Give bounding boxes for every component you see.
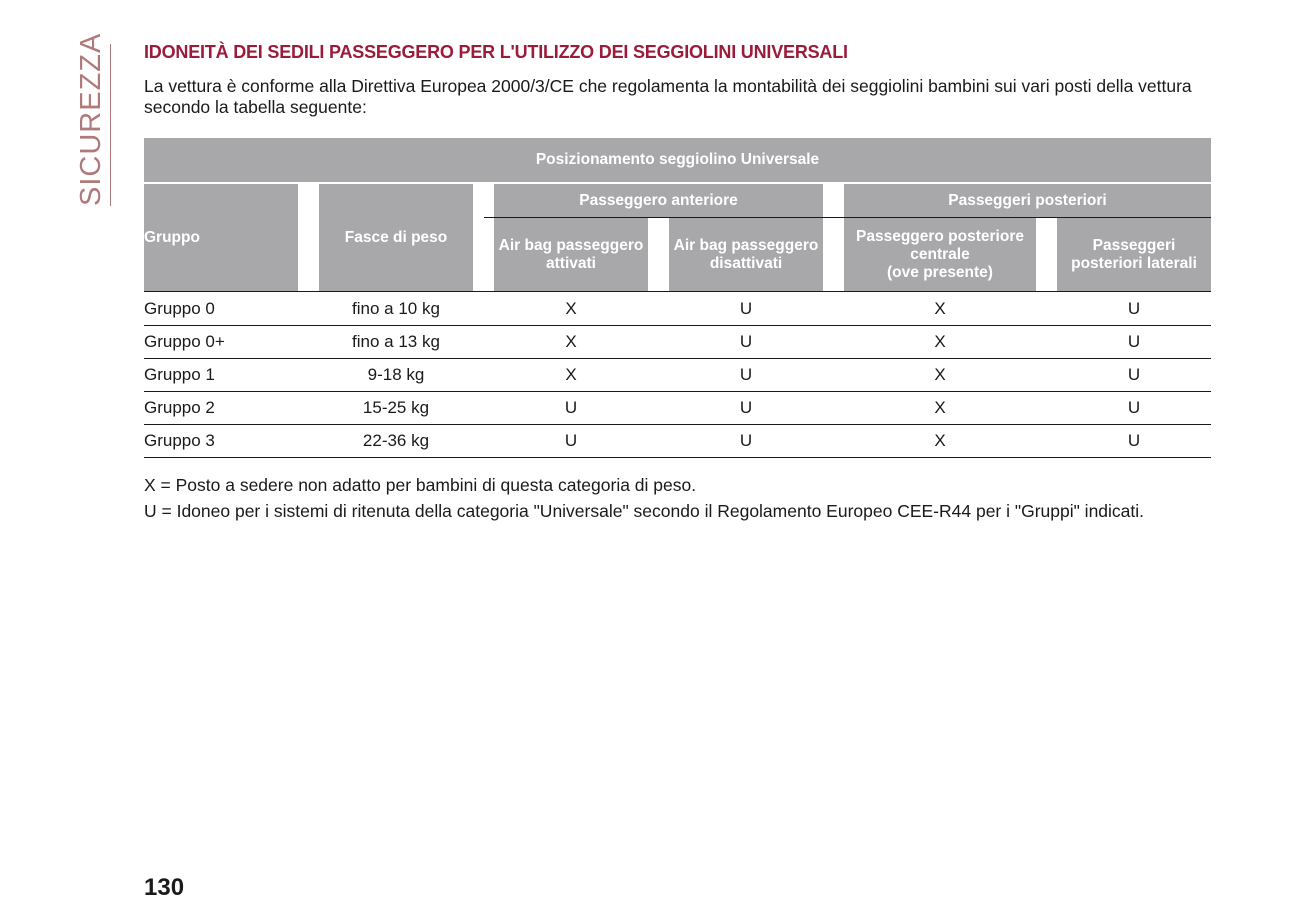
cell-group: Gruppo 0 [144,299,215,318]
table-row [144,424,1211,458]
cell-rear-center: X [934,332,946,351]
header-group: Gruppo [144,184,298,291]
cell-rear-center: X [934,365,946,384]
cell-group: Gruppo 3 [144,431,215,450]
cell-rear-side: U [1127,332,1141,351]
cell-rear-center: X [934,398,946,417]
cell-rear-side: U [1127,365,1141,384]
cell-airbag-off: U [739,431,753,450]
section-side-tab [74,32,111,206]
cell-airbag-on: X [565,332,577,351]
table-legend [144,472,1144,524]
table-title: Posizionamento seggiolino Universale [144,138,1211,182]
cell-airbag-on: X [565,299,577,318]
cell-rear-center: X [934,299,946,318]
header-airbag-off: Air bag passeggero disattivati [669,218,823,291]
section-label: SICUREZZA [75,32,107,206]
table-row [144,325,1211,359]
header-rear-side: Passeggeri posteriori laterali [1057,218,1211,291]
header-rear-passengers: Passeggeri posteriori [844,184,1211,217]
cell-group: Gruppo 2 [144,398,215,417]
cell-weight: 15-25 kg [362,398,430,417]
cell-weight: 9-18 kg [367,365,425,384]
legend-u: U = Idoneo per i sistemi di ritenuta della categoria "Universale" secondo il Regolamento Europeo CEE-R44 per i "Gruppi" indicati. [144,501,1145,521]
cell-airbag-on: X [565,365,577,384]
cell-rear-side: U [1127,398,1141,417]
cell-airbag-off: U [739,398,753,417]
table-row [144,292,1211,326]
cell-airbag-on: U [564,431,578,450]
cell-weight: 22-36 kg [362,431,430,450]
header-weight: Fasce di peso [319,184,473,291]
header-rear-center: Passeggero posteriore centrale (ove presente) [844,218,1036,291]
page-number: 130 [144,874,185,901]
cell-group: Gruppo 0+ [144,332,225,351]
intro-paragraph: La vettura è conforme alla Direttiva Europea 2000/3/CE che regolamenta la montabilità dei seggiolini bambini sui vari posti della vettura secondo la tabella seguente: [144,76,1192,117]
cell-rear-side: U [1127,299,1141,318]
cell-weight: fino a 13 kg [352,332,440,351]
cell-airbag-off: U [739,332,753,351]
table-row [144,358,1211,392]
cell-rear-side: U [1127,431,1141,450]
header-airbag-on: Air bag passeggero attivati [494,218,648,291]
cell-airbag-on: U [564,398,578,417]
cell-rear-center: X [934,431,946,450]
header-front-passenger: Passeggero anteriore [494,184,823,217]
cell-airbag-off: U [739,299,753,318]
table-row [144,391,1211,425]
legend-x: X = Posto a sedere non adatto per bambini di questa categoria di peso. [144,475,697,495]
page-heading: IDONEITÀ DEI SEDILI PASSEGGERO PER L'UTILIZZO DEI SEGGIOLINI UNIVERSALI [144,42,848,62]
cell-weight: fino a 10 kg [352,299,440,318]
cell-group: Gruppo 1 [144,365,215,384]
cell-airbag-off: U [739,365,753,384]
